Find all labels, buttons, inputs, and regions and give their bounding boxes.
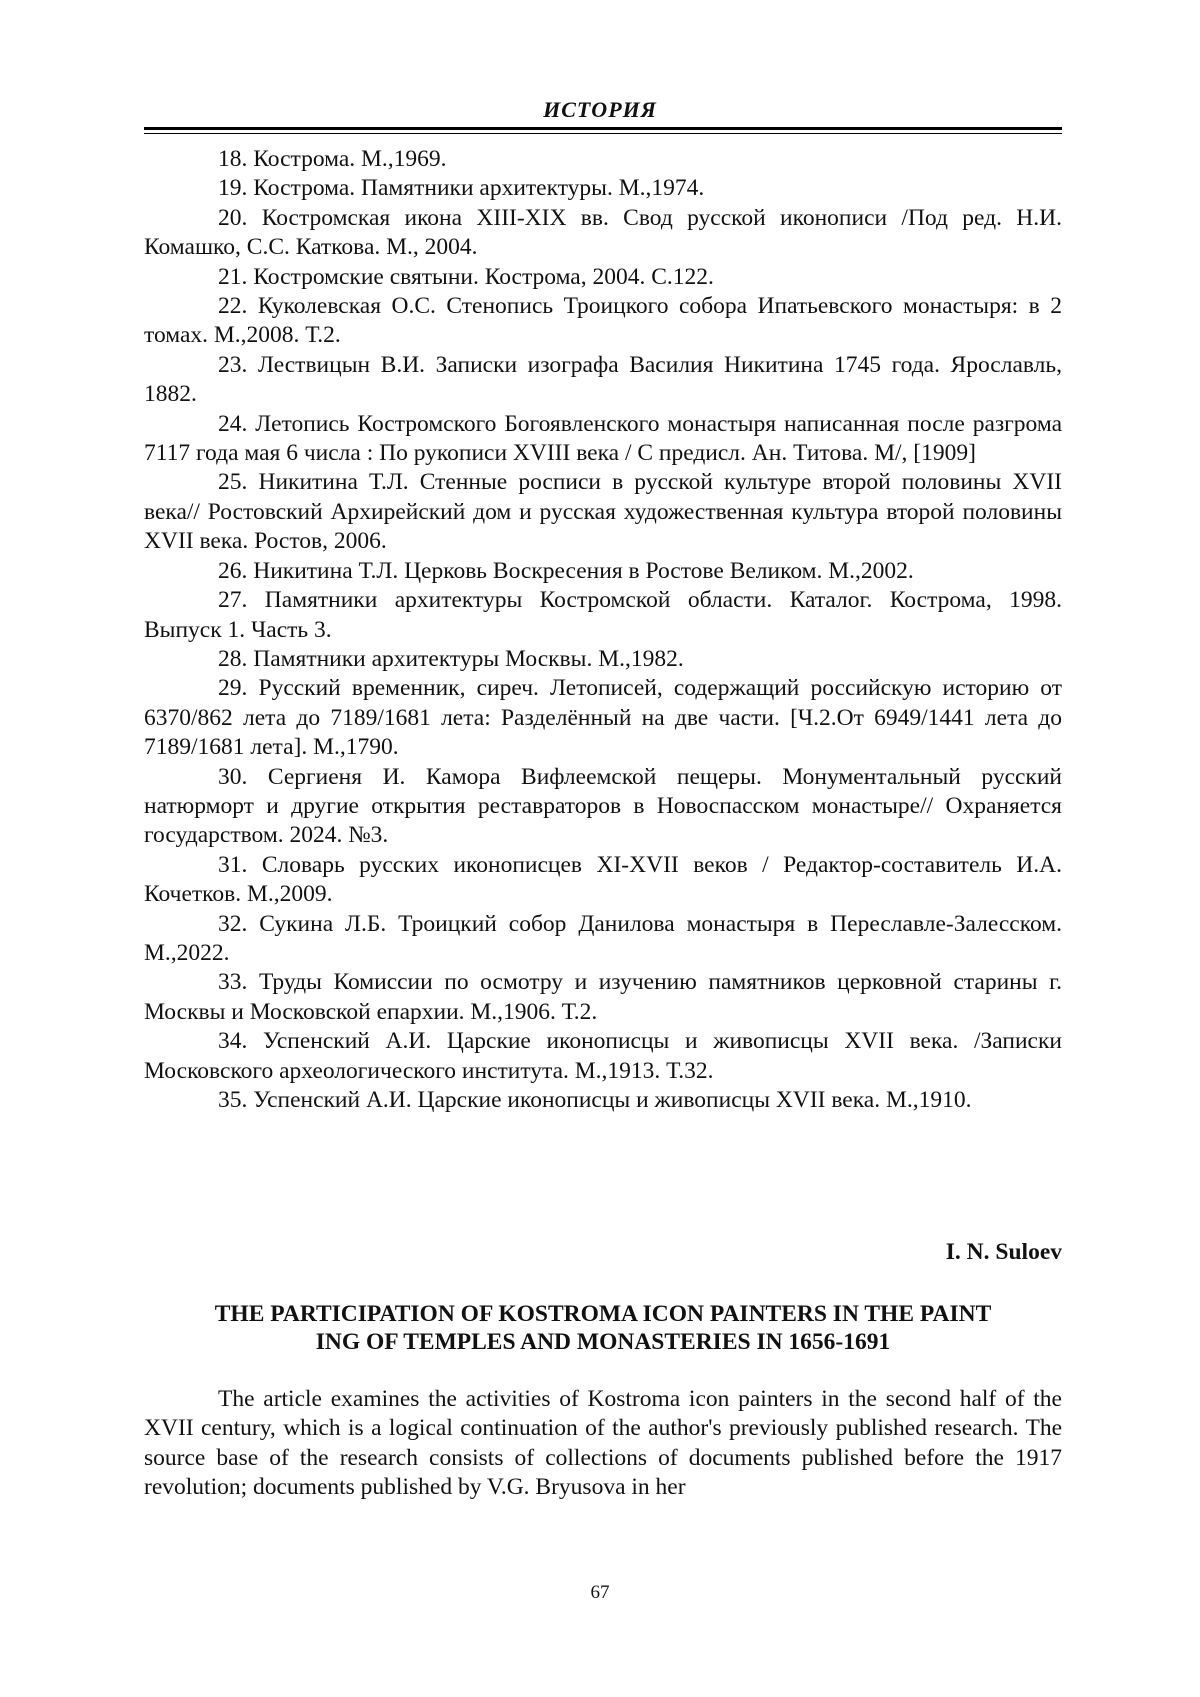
section-title: ИСТОРИЯ xyxy=(543,97,657,122)
reference-item-21: 21. Костромские святыни. Кострома, 2004. С.122. xyxy=(218,263,714,290)
reference-item-33: 33. Труды Комиссии по осмотру и изучению памятников церковной старины г. Москвы и Московской епархии. М.,1906. Т.2. xyxy=(144,969,1062,1025)
reference-item-20: 20. Костромская икона XIII-XIX вв. Свод русской иконописи /Под ред. Н.И. Комашко, С.С. Каткова. М., 2004. xyxy=(144,204,1062,261)
reference-item-19: 19. Кострома. Памятники архитектуры. М.,1974. xyxy=(218,175,705,202)
reference-item-22: 22. Куколевская О.С. Стенопись Троицкого собора Ипатьевского монастыря: в 2 томах. М.,2008. Т.2. xyxy=(144,293,1062,349)
reference-item-29: 29. Русский временник, сиреч. Летописей, содержащий российскую историю от 6370/862 лета до 7189/1681 лета: Разделённый на две части. [Ч.2.От 6949/1441 лета до 7189/1681 лета]. М.,1790. xyxy=(144,675,1062,761)
reference-item-23: 23. Лествицын В.И. Записки изографа Василия Никитина 1745 года. Ярославль, 1882. xyxy=(144,351,1062,408)
article-abstract: The article examines the activities of Kostroma icon painters in the second half of the XVII century, which is a logical continuation of the author's previously published research. The source base of the research consists of collections of documents published before the 1917 revolution; documents published by V.G. Bryusova in her xyxy=(144,1386,1062,1501)
reference-item-27: 27. Памятники архитектуры Костромской области. Каталог. Кострома, 1998. Выпуск 1. Часть 3. xyxy=(144,587,1062,643)
article-author: I. N. Suloev xyxy=(945,1239,1062,1265)
page-number: 67 xyxy=(590,1582,610,1603)
reference-list xyxy=(144,145,1062,1115)
reference-item-30: 30. Сергиеня И. Камора Вифлеемской пещеры. Монументальный русский натюрморт и другие открытия реставраторов в Новоспасском монастыре// Охраняется государством. 2024. №3. xyxy=(144,763,1062,849)
reference-item-18: 18. Кострома. М.,1969. xyxy=(218,146,447,172)
header-rule-thin xyxy=(144,133,1062,134)
header-rule-thick xyxy=(144,127,1062,130)
reference-item-32: 32. Сукина Л.Б. Троицкий собор Данилова монастыря в Переславле-Залесском. М.,2022. xyxy=(144,910,1062,966)
reference-item-24: 24. Летопись Костромского Богоявленского монастыря написанная после разгрома 7117 года мая 6 числа : По рукописи XVIII века / С предисл. Ан. Титова. М/, [1909] xyxy=(144,410,1062,467)
reference-item-34: 34. Успенский А.И. Царские иконописцы и живописцы XVII века. /Записки Московского археологического института. М.,1913. Т.32. xyxy=(144,1028,1062,1084)
reference-item-28: 28. Памятники архитектуры Москвы. М.,1982. xyxy=(218,645,684,672)
reference-item-26: 26. Никитина Т.Л. Церковь Воскресения в Ростове Великом. М.,2002. xyxy=(218,557,914,584)
reference-item-31: 31. Словарь русских иконописцев XI-XVII веков / Редактор-составитель И.А. Кочетков. М.,2009. xyxy=(144,851,1062,908)
reference-item-25: 25. Никитина Т.Л. Стенные росписи в русской культуре второй половины XVII века// Ростовский Архирейский дом и русская художественная культура второй половины XVII века. Ростов, 2006. xyxy=(144,469,1062,555)
reference-item-35: 35. Успенский А.И. Царские иконописцы и живописцы XVII века. М.,1910. xyxy=(218,1087,972,1113)
article-title: THE PARTICIPATION OF KOSTROMA ICON PAINTERS IN THE PAINT ING OF TEMPLES AND MONASTERIES IN 1656-1691 xyxy=(214,1301,992,1355)
